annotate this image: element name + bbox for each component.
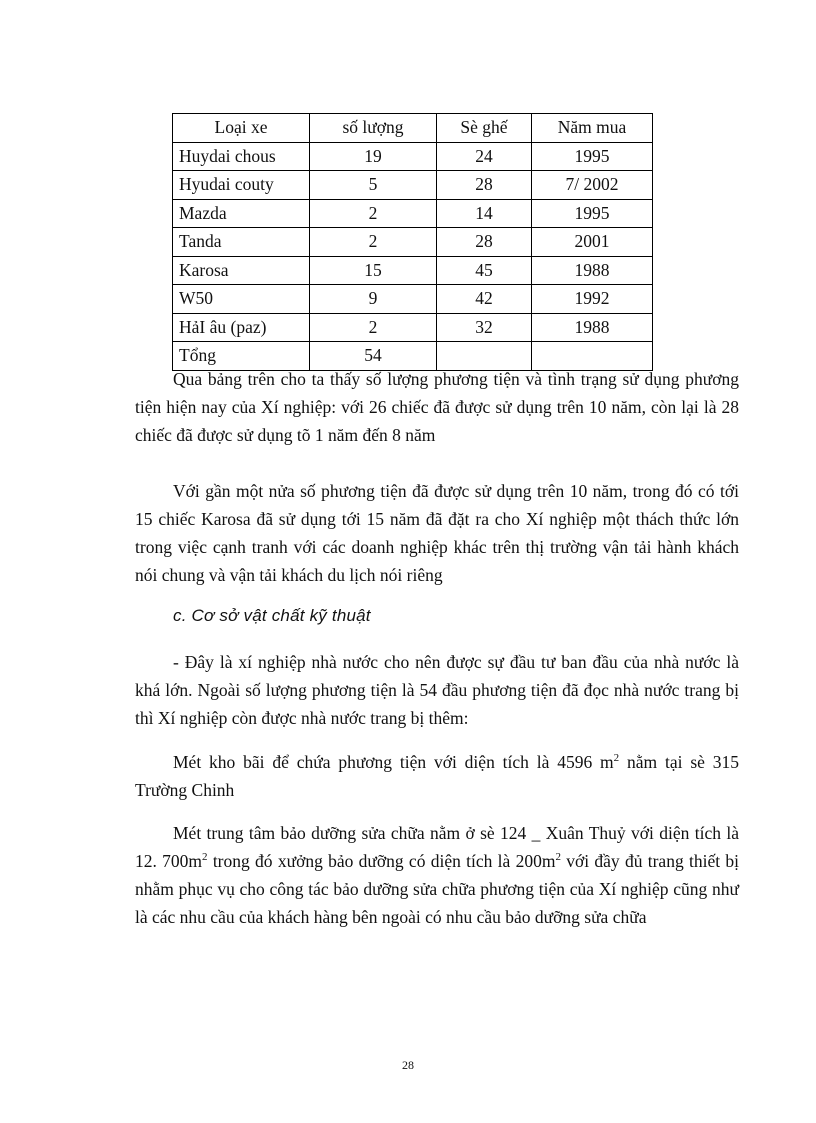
superscript: 2 — [555, 851, 561, 864]
paragraph-text: - Đây là xí nghiệp nhà nước cho nên được sự đầu tư ban đầu của nhà nước là khá lớn. Ngoài số lượng phương tiện là 54 đầu phương tiện đã đọc nhà nước trang bị thì Xí nghiệp còn được nhà nước trang bị thêm: — [135, 652, 739, 728]
table-row — [173, 228, 653, 257]
cell-seats: 32 — [437, 313, 532, 342]
cell-quantity: 5 — [310, 171, 437, 200]
cell-seats: 14 — [437, 199, 532, 228]
page-number: 28 — [402, 1058, 414, 1072]
paragraph-text: nằm tại sè 315 Trường Chinh — [135, 752, 739, 800]
cell-vehicle-type: Karosa — [173, 256, 310, 285]
paragraph-text: Với gần một nửa số phương tiện đã được sử dụng trên 10 năm, trong đó có tới 15 chiếc Karosa đã sử dụng tới 15 năm đã đặt ra cho Xí nghiệp một thách thức lớn trong việc cạnh tranh với các doanh nghiệp khác trên thị trường vận tải hành khách nói chung và vận tải khách du lịch nói riêng — [135, 481, 739, 585]
cell-seats: 42 — [437, 285, 532, 314]
paragraph-text: với đầy đủ trang thiết bị nhằm phục vụ cho công tác bảo dưỡng sửa chữa phương tiện của Xí nghiệp cũng như là các nhu cầu của khách hàng bên ngoài có nhu cầu bảo dưỡng sửa chữa — [135, 851, 739, 927]
section-heading: c. Cơ sở vật chất kỹ thuật — [173, 606, 371, 625]
cell-quantity: 9 — [310, 285, 437, 314]
table-header-row — [173, 114, 653, 143]
vehicle-table — [172, 113, 653, 371]
cell-quantity: 2 — [310, 313, 437, 342]
paragraph-maintenance-center — [135, 819, 739, 931]
paragraph-text: Mét kho bãi để chứa phương tiện với diện tích là 4596 m — [173, 752, 614, 772]
cell-quantity: 2 — [310, 228, 437, 257]
paragraph-table-summary — [135, 365, 739, 449]
cell-year: 7/ 2002 — [532, 171, 653, 200]
table-row — [173, 256, 653, 285]
cell-vehicle-type: Mazda — [173, 199, 310, 228]
cell-total-quantity: 54 — [310, 342, 437, 371]
cell-year: 1995 — [532, 142, 653, 171]
cell-vehicle-type: HảI âu (paz) — [173, 313, 310, 342]
cell-year: 1988 — [532, 256, 653, 285]
table-row — [173, 171, 653, 200]
cell-seats: 45 — [437, 256, 532, 285]
header-year: Năm mua — [532, 114, 653, 143]
superscript: 2 — [202, 851, 208, 864]
paragraph-depot — [135, 748, 739, 804]
header-seats: Sè ghế — [437, 114, 532, 143]
cell-seats: 24 — [437, 142, 532, 171]
header-quantity: số lượng — [310, 114, 437, 143]
paragraph-investment — [135, 648, 739, 732]
cell-total-label: Tổng — [173, 342, 310, 371]
cell-quantity: 19 — [310, 142, 437, 171]
cell-vehicle-type: Tanda — [173, 228, 310, 257]
cell-year: 1988 — [532, 313, 653, 342]
cell-seats: 28 — [437, 171, 532, 200]
paragraph-vehicle-age — [135, 477, 739, 589]
table-row — [173, 142, 653, 171]
cell-year: 1995 — [532, 199, 653, 228]
cell-year: 1992 — [532, 285, 653, 314]
cell-quantity: 2 — [310, 199, 437, 228]
paragraph-text: Mét trung tâm bảo dưỡng sửa chữa nằm ở sè 124 _ Xuân Thuỷ với diện tích là 12. 700m — [135, 823, 739, 871]
cell-year: 2001 — [532, 228, 653, 257]
cell-quantity: 15 — [310, 256, 437, 285]
table-row — [173, 313, 653, 342]
superscript: 2 — [613, 752, 620, 765]
paragraph-text: Qua bảng trên cho ta thấy số lượng phương tiện và tình trạng sử dụng phương tiện hiện nay của Xí nghiệp: với 26 chiếc đã được sử dụng trên 10 năm, còn lại là 28 chiếc đã được sử dụng tõ 1 năm đến 8 năm — [135, 369, 739, 445]
table-row — [173, 199, 653, 228]
paragraph-text: trong đó xưởng bảo dưỡng có diện tích là 200m — [207, 851, 556, 871]
cell-vehicle-type: W50 — [173, 285, 310, 314]
cell-seats: 28 — [437, 228, 532, 257]
cell-vehicle-type: Hyudai couty — [173, 171, 310, 200]
cell-vehicle-type: Huydai chous — [173, 142, 310, 171]
header-vehicle-type: Loại xe — [173, 114, 310, 143]
table-row — [173, 285, 653, 314]
